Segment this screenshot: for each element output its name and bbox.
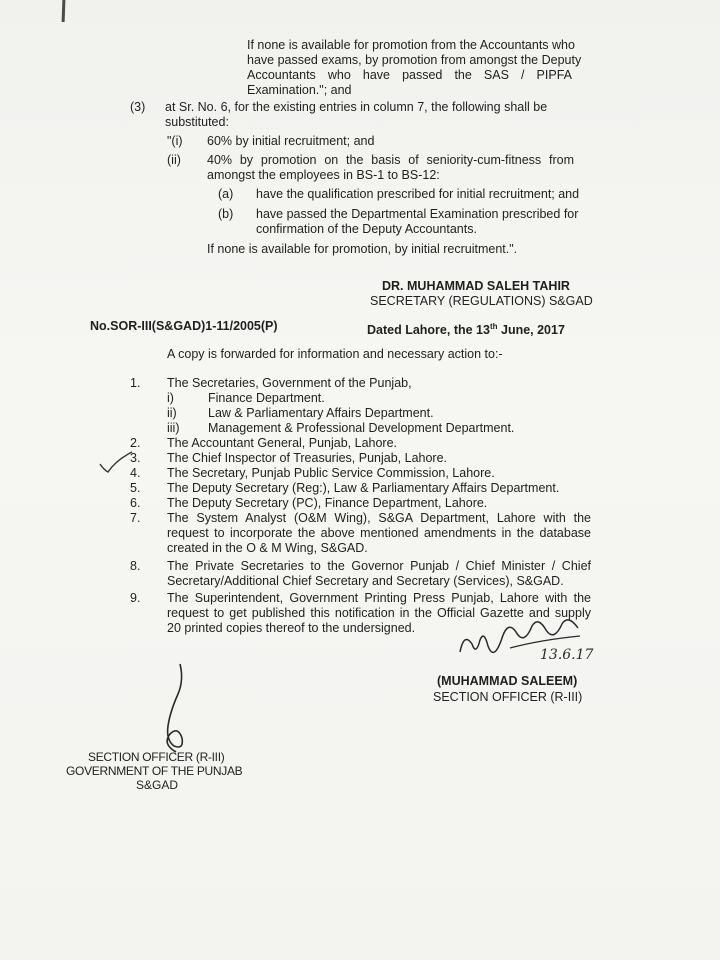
stamp-signature [140,660,220,760]
recipient-5-number: 5. [130,481,141,495]
item-3-closing: If none is available for promotion, by initial recruitment.". [207,242,518,256]
handwritten-date: 13.6.17 [540,647,594,663]
stamp-line-2: GOVERNMENT OF THE PUNJAB [66,764,243,778]
recipient-1-iii-text: Management & Professional Development Department. [208,421,515,435]
forward-note: A copy is forwarded for information and necessary action to:- [167,347,503,361]
continuation-line-2: have passed exams, by promotion from amongst the Deputy [247,53,582,67]
item-3-line-2: substituted: [165,115,229,129]
recipient-9-line-3: 20 printed copies thereof to the undersigned. [167,621,416,635]
recipient-8-number: 8. [130,559,141,573]
recipient-6-text: The Deputy Secretary (PC), Finance Department, Lahore. [167,496,488,510]
continuation-line-3: Accountants who have passed the SAS / PIPFA [247,68,572,82]
signatory-1-title: SECRETARY (REGULATIONS) S&GAD [370,294,593,308]
recipient-1-text: The Secretaries, Government of the Punjab, [167,376,412,390]
page-edge-mark [62,0,66,22]
recipient-8-line-2: Secretary/Additional Chief Secretary and Secretary (Services), S&GAD. [167,574,564,588]
sub-i-text: 60% by initial recruitment; and [207,134,375,148]
recipient-1-ii-number: ii) [167,406,177,420]
sub-b-line-2: confirmation of the Deputy Accountants. [256,222,477,236]
recipient-7-line-2: request to incorporate the above mentioned amendments in the database [167,526,591,540]
continuation-line-4: Examination."; and [247,83,352,97]
stamp-line-1: SECTION OFFICER (R-III) [88,750,225,764]
tick-mark-icon [96,450,136,474]
recipient-2-text: The Accountant General, Punjab, Lahore. [167,436,398,450]
item-3-number: (3) [130,100,146,114]
sub-b-number: (b) [218,207,234,221]
recipient-7-line-1: The System Analyst (O&M Wing), S&GA Department, Lahore with the [167,511,591,525]
recipient-1-i-number: i) [167,391,174,405]
recipient-1-number: 1. [130,376,141,390]
date-superscript: th [489,322,498,331]
sub-a-number: (a) [218,187,234,201]
date-suffix: June, 2017 [497,323,565,338]
recipient-5-text: The Deputy Secretary (Reg:), Law & Parliamentary Affairs Department. [167,481,560,495]
recipient-6-number: 6. [130,496,141,510]
date-prefix: Dated Lahore, the 13 [367,323,490,338]
reference-date [367,319,565,338]
recipient-9-number: 9. [130,591,141,605]
recipient-2-number: 2. [130,436,141,450]
recipient-1-ii-text: Law & Parliamentary Affairs Department. [208,406,434,420]
recipient-7-line-3: created in the O & M Wing, S&GAD. [167,541,368,555]
signature-muhammad-saleem [450,612,630,672]
signatory-1-name: DR. MUHAMMAD SALEH TAHIR [382,279,570,293]
recipient-9-line-2: request to get published this notification in the Official Gazette and supply [167,606,591,620]
signatory-2-title: SECTION OFFICER (R-III) [433,690,583,704]
recipient-3-number: 3. [130,451,141,465]
recipient-4-text: The Secretary, Punjab Public Service Commission, Lahore. [167,466,495,480]
sub-b-line-1: have passed the Departmental Examination prescribed for [256,207,579,221]
recipient-8-line-1: The Private Secretaries to the Governor Punjab / Chief Minister / Chief [167,559,591,573]
recipient-1-iii-number: iii) [167,421,180,435]
recipient-4-number: 4. [130,466,141,480]
stamp-line-3: S&GAD [136,778,179,792]
recipient-7-number: 7. [130,511,141,525]
continuation-line-1: If none is available for promotion from the Accountants who [247,38,575,52]
item-3-line-1: at Sr. No. 6, for the existing entries in column 7, the following shall be [165,100,548,114]
sub-ii-line-1: 40% by promotion on the basis of seniority-cum-fitness from [207,153,574,167]
sub-a-text: have the qualification prescribed for initial recruitment; and [256,187,580,201]
sub-ii-line-2: amongst the employees in BS-1 to BS-12: [207,168,440,182]
recipient-1-i-text: Finance Department. [208,391,325,405]
sub-ii-number: (ii) [167,153,181,167]
reference-number: No.SOR-III(S&GAD)1-11/2005(P) [90,319,278,333]
recipient-9-line-1: The Superintendent, Government Printing Press Punjab, Lahore with the [167,591,591,605]
sub-i-number: "(i) [167,134,183,148]
recipient-3-text: The Chief Inspector of Treasuries, Punjab, Lahore. [167,451,448,465]
signatory-2-name: (MUHAMMAD SALEEM) [437,674,578,688]
